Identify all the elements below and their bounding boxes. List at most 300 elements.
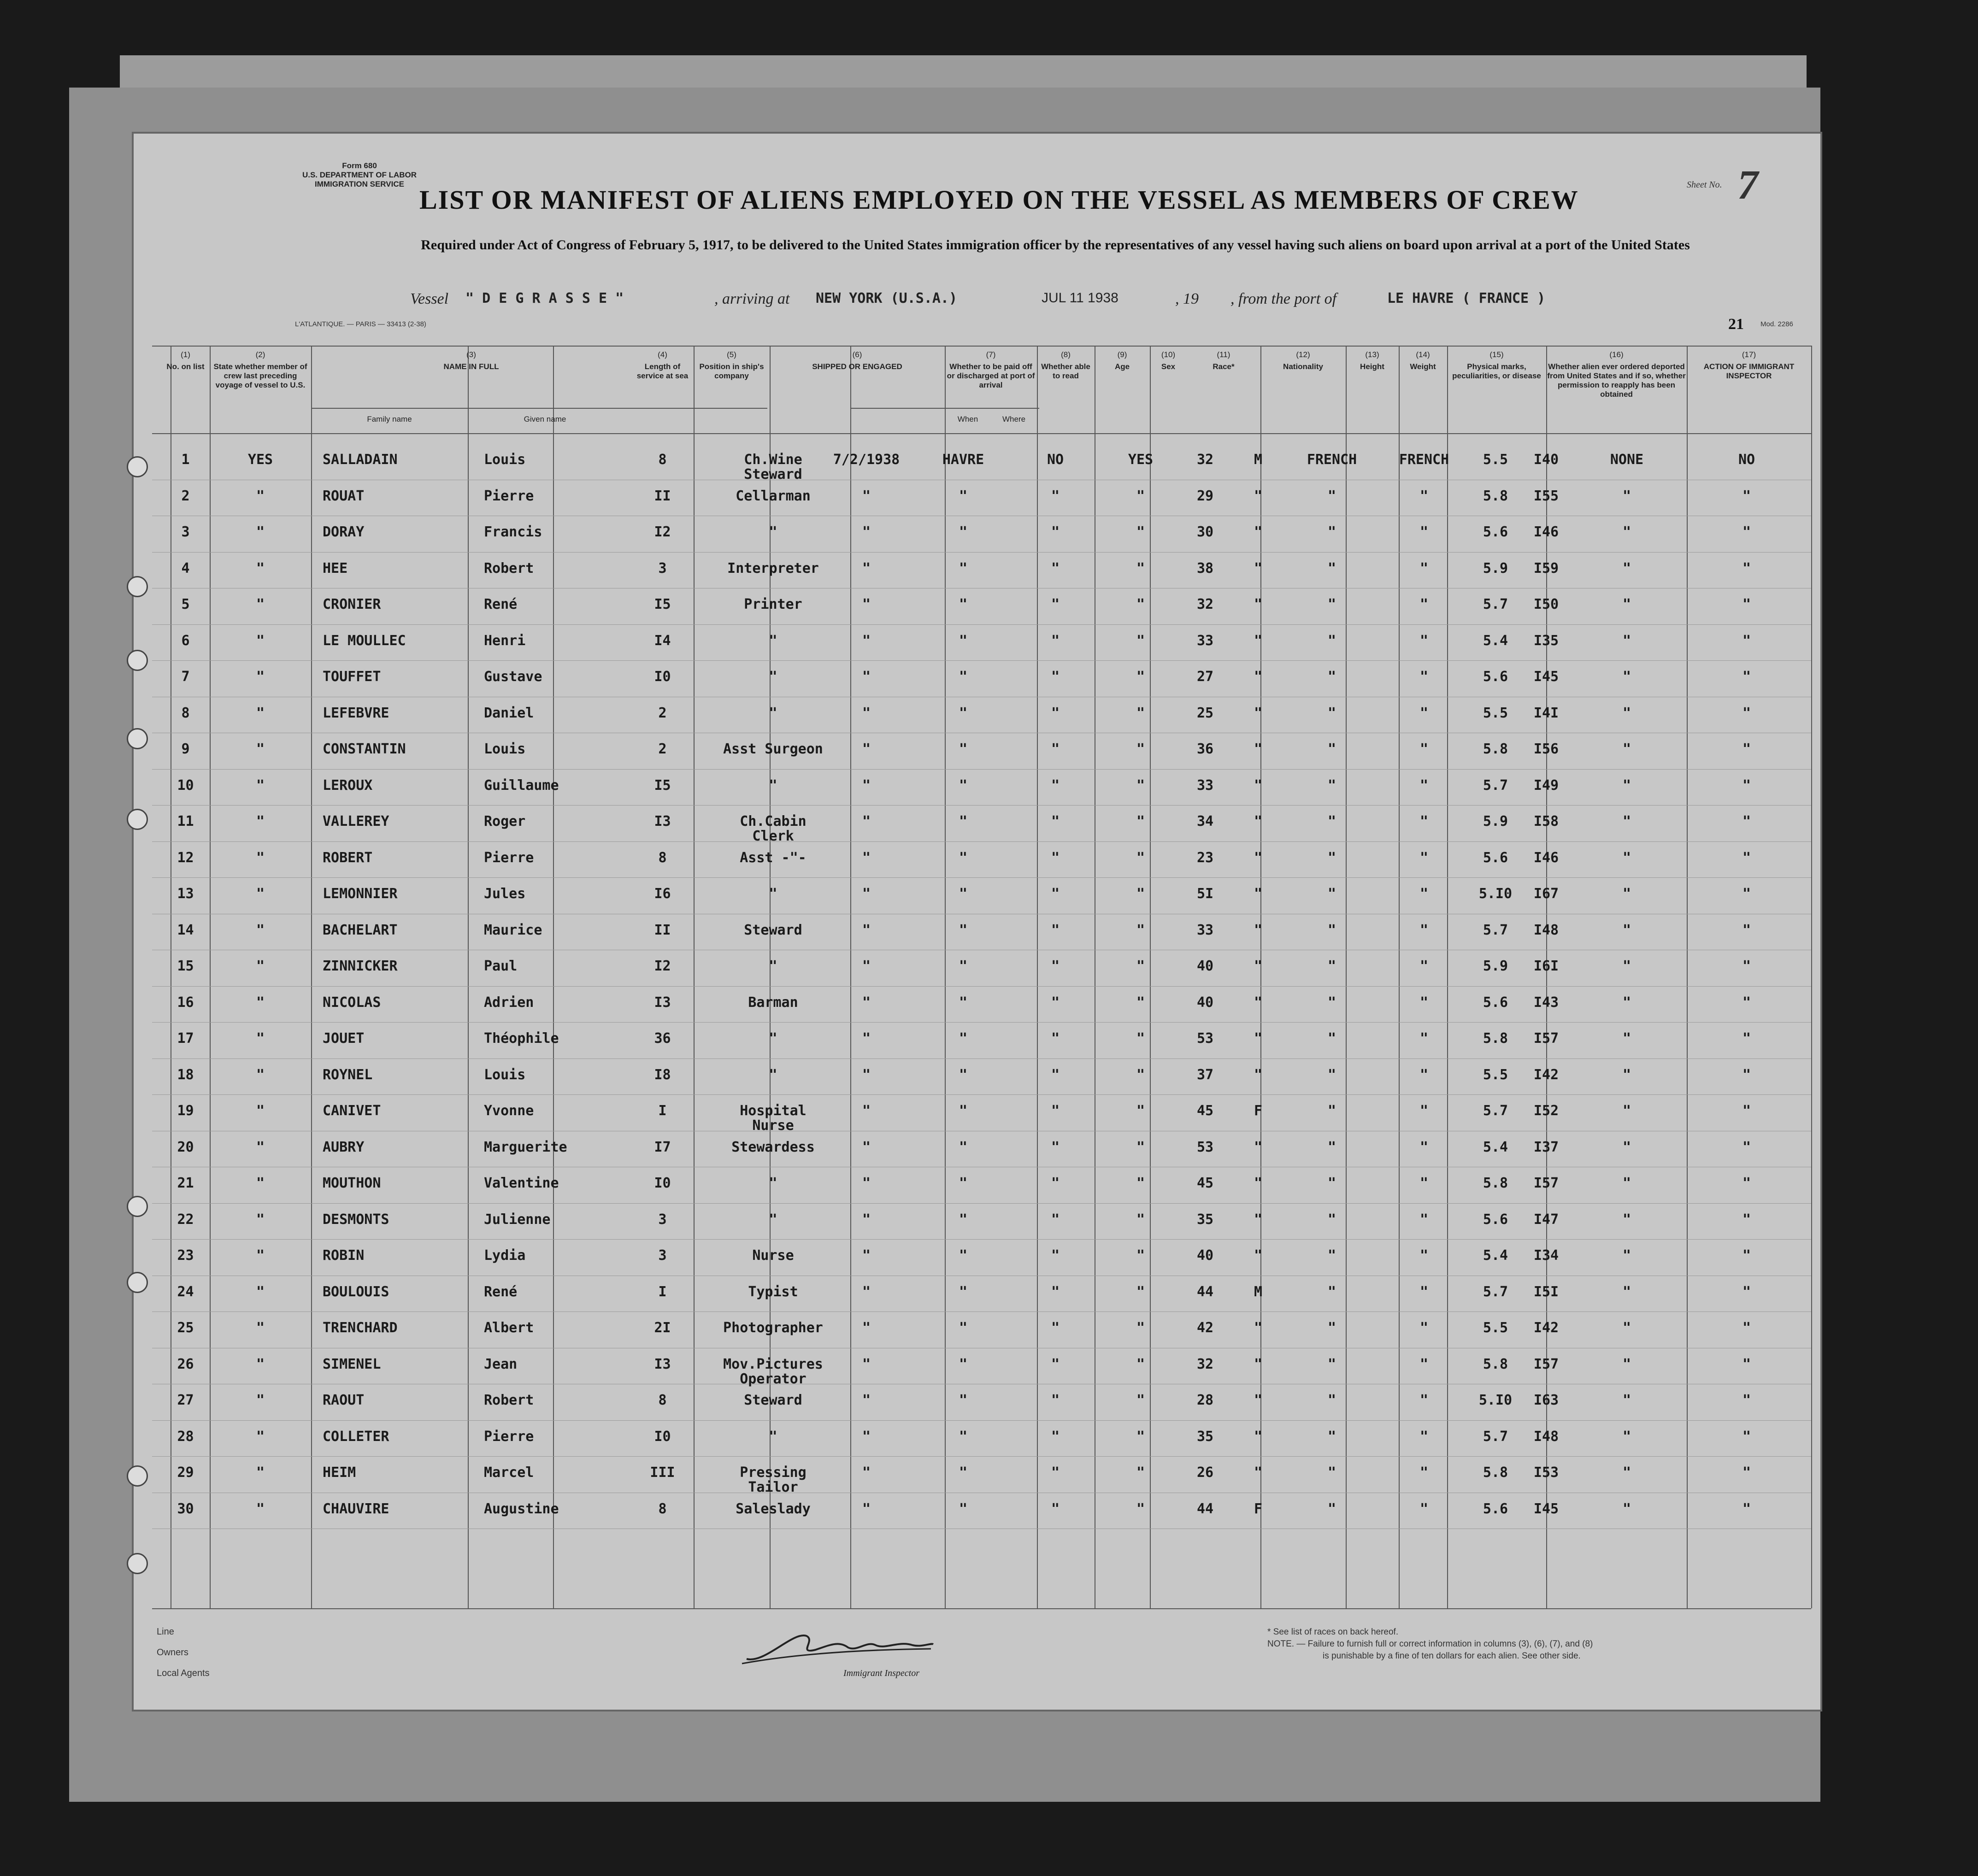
cell-family: CRONIER: [323, 596, 381, 612]
cell-height: 5.8: [1483, 1464, 1508, 1481]
cell-weight: I49: [1533, 777, 1559, 794]
cell-deported: ": [1742, 994, 1751, 1011]
cell-no: 4: [181, 560, 190, 576]
column-header: [1447, 350, 1546, 381]
cell-marks: ": [1622, 524, 1631, 540]
cell-prev: ": [256, 596, 265, 612]
cell-no: 29: [177, 1464, 194, 1481]
cell-height: 5.7: [1483, 1103, 1508, 1119]
cell-service: I4: [654, 632, 671, 649]
note-races: * See list of races on back hereof.: [1267, 1627, 1399, 1637]
cell-family: CONSTANTIN: [323, 741, 406, 757]
cell-position: ": [769, 1066, 777, 1083]
cell-family: TOUFFET: [323, 669, 381, 685]
cell-marks: ": [1622, 1175, 1631, 1191]
cell-sex: ": [1254, 958, 1263, 974]
column-header-number: (4): [658, 350, 667, 359]
cell-family: JOUET: [323, 1030, 365, 1047]
cell-deported: ": [1742, 1500, 1751, 1517]
footer-line-label: Line: [157, 1627, 174, 1637]
cell-family: NICOLAS: [323, 994, 381, 1011]
cell-sex: M: [1254, 1283, 1263, 1300]
cell-read: ": [1136, 596, 1145, 612]
cell-nat: ": [1419, 1464, 1429, 1481]
cell-where: ": [959, 705, 968, 721]
cell-read: ": [1136, 669, 1145, 685]
cell-deported: ": [1742, 1030, 1751, 1047]
cell-when: ": [862, 1247, 871, 1264]
cell-read: ": [1136, 849, 1145, 866]
cell-where: ": [959, 1283, 968, 1300]
cell-race: ": [1327, 1211, 1336, 1228]
cell-paid: ": [1051, 994, 1060, 1011]
cell-position: Printer: [744, 596, 802, 612]
cell-family: ROUAT: [323, 488, 365, 504]
cell-given: Paul: [484, 958, 518, 974]
cell-where: ": [959, 994, 968, 1011]
cell-weight: I42: [1533, 1066, 1559, 1083]
cell-family: BOULOUIS: [323, 1283, 389, 1300]
cell-no: 20: [177, 1139, 194, 1155]
vessel-label: Vessel: [410, 290, 449, 307]
cell-paid: ": [1051, 777, 1060, 794]
cell-family: ZINNICKER: [323, 958, 398, 974]
cell-when: ": [862, 524, 871, 540]
cell-weight: I40: [1533, 452, 1559, 468]
cell-height: 5.6: [1483, 994, 1508, 1011]
row-rule: [152, 986, 1811, 987]
cell-where: ": [959, 741, 968, 757]
cell-paid: ": [1051, 560, 1060, 576]
from-label: , from the port of: [1230, 290, 1337, 307]
cell-sex: ": [1254, 1139, 1263, 1155]
cell-given: Marcel: [484, 1464, 534, 1481]
cell-race: ": [1327, 849, 1336, 866]
cell-height: 5.5: [1483, 1066, 1508, 1083]
cell-deported: ": [1742, 886, 1751, 902]
cell-age: 33: [1196, 922, 1214, 938]
cell-position: ": [769, 777, 777, 794]
row-rule: [152, 805, 1811, 806]
column-header-text: Sex: [1161, 362, 1176, 371]
column-header-number: (15): [1489, 350, 1504, 359]
cell-service: I: [658, 1103, 667, 1119]
row-rule: [152, 552, 1811, 553]
cell-marks: ": [1622, 741, 1631, 757]
cell-weight: I46: [1533, 524, 1559, 540]
cell-given: Robert: [484, 1392, 534, 1408]
cell-nat: FRENCH: [1399, 452, 1449, 468]
cell-race: ": [1327, 741, 1336, 757]
cell-sex: ": [1254, 1320, 1263, 1336]
cell-when: ": [862, 1320, 871, 1336]
cell-marks: ": [1622, 1392, 1631, 1408]
cell-service: III: [650, 1464, 675, 1481]
cell-given: Maurice: [484, 922, 542, 938]
cell-deported: ": [1742, 958, 1751, 974]
cell-paid: ": [1051, 596, 1060, 612]
cell-prev: ": [256, 1320, 265, 1336]
cell-age: 5I: [1196, 886, 1214, 902]
cell-position: ": [769, 705, 777, 721]
year-label: , 19: [1175, 290, 1199, 307]
cell-nat: ": [1419, 1103, 1429, 1119]
column-header-text: Race*: [1213, 362, 1235, 371]
cell-read: ": [1136, 705, 1145, 721]
cell-where: ": [959, 1139, 968, 1155]
cell-age: 45: [1196, 1175, 1214, 1191]
cell-nat: ": [1419, 741, 1429, 757]
cell-family: DORAY: [323, 524, 365, 540]
cell-no: 14: [177, 922, 194, 938]
cell-when: ": [862, 741, 871, 757]
cell-height: 5.7: [1483, 1283, 1508, 1300]
form-number: Form 680: [342, 161, 377, 170]
cell-service: 36: [654, 1030, 671, 1047]
mod-number: Mod. 2286: [1760, 320, 1793, 328]
cell-nat: ": [1419, 1356, 1429, 1372]
row-rule: [152, 1203, 1811, 1204]
cell-no: 26: [177, 1356, 194, 1372]
cell-deported: ": [1742, 1320, 1751, 1336]
cell-nat: ": [1419, 849, 1429, 866]
cell-read: ": [1136, 488, 1145, 504]
cell-service: I3: [654, 994, 671, 1011]
cell-prev: ": [256, 741, 265, 757]
cell-where: HAVRE: [942, 452, 984, 468]
row-rule: [152, 877, 1811, 878]
cell-prev: ": [256, 1500, 265, 1517]
cell-sex: ": [1254, 705, 1263, 721]
column-header-number: (17): [1742, 350, 1756, 359]
column-header-text: NAME IN FULL: [443, 362, 499, 371]
cell-read: ": [1136, 1392, 1145, 1408]
cell-deported: ": [1742, 632, 1751, 649]
cell-read: ": [1136, 958, 1145, 974]
cell-given: Roger: [484, 813, 526, 829]
column-header: [161, 350, 210, 371]
cell-height: 5.8: [1483, 1356, 1508, 1372]
cell-no: 8: [181, 705, 190, 721]
binder-hole: [127, 1272, 148, 1293]
cell-deported: ": [1742, 849, 1751, 866]
cell-height: 5.I0: [1478, 886, 1513, 902]
cell-sex: ": [1254, 849, 1263, 866]
cell-paid: ": [1051, 1283, 1060, 1300]
cell-height: 5.5: [1483, 452, 1508, 468]
cell-age: 38: [1196, 560, 1214, 576]
cell-paid: ": [1051, 741, 1060, 757]
cell-prev: ": [256, 1428, 265, 1445]
binder-hole: [127, 1553, 148, 1574]
cell-age: 36: [1196, 741, 1214, 757]
cell-position: Interpreter: [727, 560, 819, 576]
cell-no: 28: [177, 1428, 194, 1445]
cell-nat: ": [1419, 488, 1429, 504]
cell-when: ": [862, 1500, 871, 1517]
cell-prev: ": [256, 560, 265, 576]
cell-height: 5.6: [1483, 1500, 1508, 1517]
cell-sex: ": [1254, 777, 1263, 794]
cell-paid: ": [1051, 1103, 1060, 1119]
cell-nat: ": [1419, 524, 1429, 540]
cell-paid: ": [1051, 958, 1060, 974]
cell-read: ": [1136, 1500, 1145, 1517]
cell-service: 3: [658, 560, 667, 576]
cell-height: 5.5: [1483, 1320, 1508, 1336]
column-header-number: (5): [727, 350, 736, 359]
cell-deported: ": [1742, 1392, 1751, 1408]
cell-given: René: [484, 596, 518, 612]
row-rule: [152, 1311, 1811, 1312]
cell-height: 5.6: [1483, 524, 1508, 540]
row-rule: [152, 1420, 1811, 1421]
column-header-text: Age: [1114, 362, 1130, 371]
cell-when: ": [862, 596, 871, 612]
cell-weight: I48: [1533, 1428, 1559, 1445]
cell-age: 33: [1196, 632, 1214, 649]
arriving-label: , arriving at: [714, 290, 790, 307]
cell-position: ": [769, 1211, 777, 1228]
cell-read: ": [1136, 1428, 1145, 1445]
cell-deported: ": [1742, 1175, 1751, 1191]
cell-where: ": [959, 922, 968, 938]
cell-weight: I56: [1533, 741, 1559, 757]
cell-family: LEMONNIER: [323, 886, 398, 902]
cell-marks: ": [1622, 1320, 1631, 1336]
footer-agents-label: Local Agents: [157, 1668, 210, 1678]
cell-marks: ": [1622, 849, 1631, 866]
cell-weight: I57: [1533, 1356, 1559, 1372]
cell-race: ": [1327, 958, 1336, 974]
cell-nat: ": [1419, 1211, 1429, 1228]
cell-prev: ": [256, 922, 265, 938]
column-header-text: No. on list: [166, 362, 205, 371]
cell-family: AUBRY: [323, 1139, 365, 1155]
column-header: [1260, 350, 1346, 371]
cell-prev: ": [256, 1139, 265, 1155]
cell-read: ": [1136, 741, 1145, 757]
cell-where: ": [959, 1030, 968, 1047]
cell-no: 15: [177, 958, 194, 974]
cell-race: ": [1327, 1464, 1336, 1481]
cell-no: 23: [177, 1247, 194, 1264]
column-header-number: (2): [255, 350, 265, 359]
cell-height: 5.9: [1483, 813, 1508, 829]
cell-deported: ": [1742, 922, 1751, 938]
row-rule: [152, 624, 1811, 625]
binder-hole: [127, 728, 148, 749]
column-header-number: (11): [1217, 350, 1230, 359]
cell-service: I6: [654, 886, 671, 902]
cell-no: 2: [181, 488, 190, 504]
cell-sex: ": [1254, 1030, 1263, 1047]
table-bottom-rule: [152, 1608, 1811, 1609]
column-header-number: (16): [1609, 350, 1624, 359]
cell-race: FRENCH: [1307, 452, 1357, 468]
cell-prev: ": [256, 1283, 265, 1300]
cell-paid: ": [1051, 1464, 1060, 1481]
cell-read: ": [1136, 1211, 1145, 1228]
cell-age: 26: [1196, 1464, 1214, 1481]
cell-marks: ": [1622, 705, 1631, 721]
printer-line: L'ATLANTIQUE. — PARIS — 33413 (2-38): [295, 320, 426, 328]
cell-deported: NO: [1738, 452, 1755, 468]
cell-age: 45: [1196, 1103, 1214, 1119]
cell-when: ": [862, 849, 871, 866]
cell-service: 3: [658, 1211, 667, 1228]
cell-no: 6: [181, 632, 190, 649]
cell-family: LE MOULLEC: [323, 632, 406, 649]
column-header-text: Weight: [1410, 362, 1436, 371]
cell-marks: ": [1622, 994, 1631, 1011]
cell-position: ": [769, 524, 777, 540]
cell-where: ": [959, 1211, 968, 1228]
cell-read: ": [1136, 1103, 1145, 1119]
cell-read: ": [1136, 1247, 1145, 1264]
cell-given: Marguerite: [484, 1139, 567, 1155]
cell-paid: ": [1051, 632, 1060, 649]
inspector-caption: Immigrant Inspector: [843, 1668, 919, 1678]
cell-position: Barman: [748, 994, 798, 1011]
footer-owners-label: Owners: [157, 1647, 188, 1658]
cell-race: ": [1327, 1356, 1336, 1372]
cell-race: ": [1327, 1320, 1336, 1336]
arriving-port: NEW YORK (U.S.A.): [816, 290, 958, 306]
cell-no: 12: [177, 849, 194, 866]
cell-nat: ": [1419, 958, 1429, 974]
cell-age: 37: [1196, 1066, 1214, 1083]
cell-position: Mov.Pictures Operator: [723, 1356, 823, 1387]
cell-given: Valentine: [484, 1175, 559, 1191]
cell-no: 3: [181, 524, 190, 540]
cell-no: 7: [181, 669, 190, 685]
cell-when: 7/2/1938: [833, 452, 900, 468]
cell-position: Saleslady: [736, 1500, 811, 1517]
cell-marks: ": [1622, 1428, 1631, 1445]
cell-given: Guillaume: [484, 777, 559, 794]
cell-where: ": [959, 1428, 968, 1445]
cell-sex: ": [1254, 632, 1263, 649]
cell-paid: ": [1051, 1320, 1060, 1336]
cell-position: Cellarman: [736, 488, 811, 504]
cell-age: 32: [1196, 452, 1214, 468]
cell-paid: ": [1051, 1139, 1060, 1155]
cell-no: 1: [181, 452, 190, 468]
cell-weight: I47: [1533, 1211, 1559, 1228]
column-header-number: (14): [1416, 350, 1430, 359]
cell-paid: ": [1051, 1428, 1060, 1445]
cell-sex: ": [1254, 741, 1263, 757]
cell-deported: ": [1742, 813, 1751, 829]
cell-weight: I35: [1533, 632, 1559, 649]
cell-height: 5.8: [1483, 741, 1508, 757]
cell-no: 5: [181, 596, 190, 612]
cell-height: 5.9: [1483, 958, 1508, 974]
required-text: Required under Act of Congress of February 5, 1917, to be delivered to the United States immigration officer by the representatives of any vessel having such aliens on board upon arrival at a port of the United States: [421, 237, 1690, 253]
cell-family: CHAUVIRE: [323, 1500, 389, 1517]
cell-nat: ": [1419, 1283, 1429, 1300]
cell-marks: ": [1622, 1211, 1631, 1228]
cell-read: ": [1136, 1464, 1145, 1481]
cell-sex: ": [1254, 886, 1263, 902]
cell-read: ": [1136, 524, 1145, 540]
cell-given: René: [484, 1283, 518, 1300]
cell-paid: ": [1051, 922, 1060, 938]
binder-hole: [127, 456, 148, 477]
cell-paid: ": [1051, 1392, 1060, 1408]
cell-service: I5: [654, 777, 671, 794]
cell-age: 40: [1196, 958, 1214, 974]
cell-service: I5: [654, 596, 671, 612]
cell-sex: F: [1254, 1103, 1263, 1119]
cell-nat: ": [1419, 1392, 1429, 1408]
cell-service: I0: [654, 669, 671, 685]
cell-paid: ": [1051, 488, 1060, 504]
cell-when: ": [862, 886, 871, 902]
service: IMMIGRATION SERVICE: [315, 180, 404, 188]
cell-nat: ": [1419, 1030, 1429, 1047]
cell-deported: ": [1742, 1211, 1751, 1228]
cell-age: 35: [1196, 1428, 1214, 1445]
cell-prev: ": [256, 488, 265, 504]
cell-read: ": [1136, 886, 1145, 902]
row-rule: [152, 769, 1811, 770]
note-fine: is punishable by a fine of ten dollars for each alien. See other side.: [1323, 1651, 1581, 1661]
cell-position: Photographer: [723, 1320, 823, 1336]
cell-nat: ": [1419, 669, 1429, 685]
cell-deported: ": [1742, 488, 1751, 504]
cell-family: SALLADAIN: [323, 452, 398, 468]
cell-weight: I52: [1533, 1103, 1559, 1119]
cell-nat: ": [1419, 596, 1429, 612]
cell-deported: ": [1742, 1103, 1751, 1119]
cell-position: Hospital Nurse: [740, 1103, 807, 1134]
inspector-signature: [737, 1622, 936, 1668]
cell-no: 21: [177, 1175, 194, 1191]
cell-race: ": [1327, 1500, 1336, 1517]
cell-race: ": [1327, 1066, 1336, 1083]
cell-age: 35: [1196, 1211, 1214, 1228]
cell-height: 5.8: [1483, 1175, 1508, 1191]
cell-deported: ": [1742, 1139, 1751, 1155]
binder-hole: [127, 809, 148, 830]
cell-read: ": [1136, 813, 1145, 829]
cell-position: ": [769, 669, 777, 685]
cell-read: ": [1136, 1030, 1145, 1047]
cell-weight: I46: [1533, 849, 1559, 866]
cell-when: ": [862, 1392, 871, 1408]
cell-weight: I37: [1533, 1139, 1559, 1155]
table-top-rule: [152, 346, 1811, 347]
cell-family: HEIM: [323, 1464, 356, 1481]
cell-when: ": [862, 1211, 871, 1228]
column-header: [945, 350, 1037, 390]
cell-sex: ": [1254, 813, 1263, 829]
shipped-subrule: [850, 408, 1039, 409]
cell-when: ": [862, 669, 871, 685]
cell-where: ": [959, 1103, 968, 1119]
cell-nat: ": [1419, 886, 1429, 902]
cell-nat: ": [1419, 994, 1429, 1011]
row-rule: [152, 841, 1811, 842]
cell-nat: ": [1419, 1500, 1429, 1517]
cell-sex: ": [1254, 560, 1263, 576]
cell-prev: ": [256, 886, 265, 902]
cell-read: ": [1136, 1139, 1145, 1155]
page-number: 21: [1728, 316, 1744, 333]
manifest-sheet: [134, 134, 1820, 1710]
